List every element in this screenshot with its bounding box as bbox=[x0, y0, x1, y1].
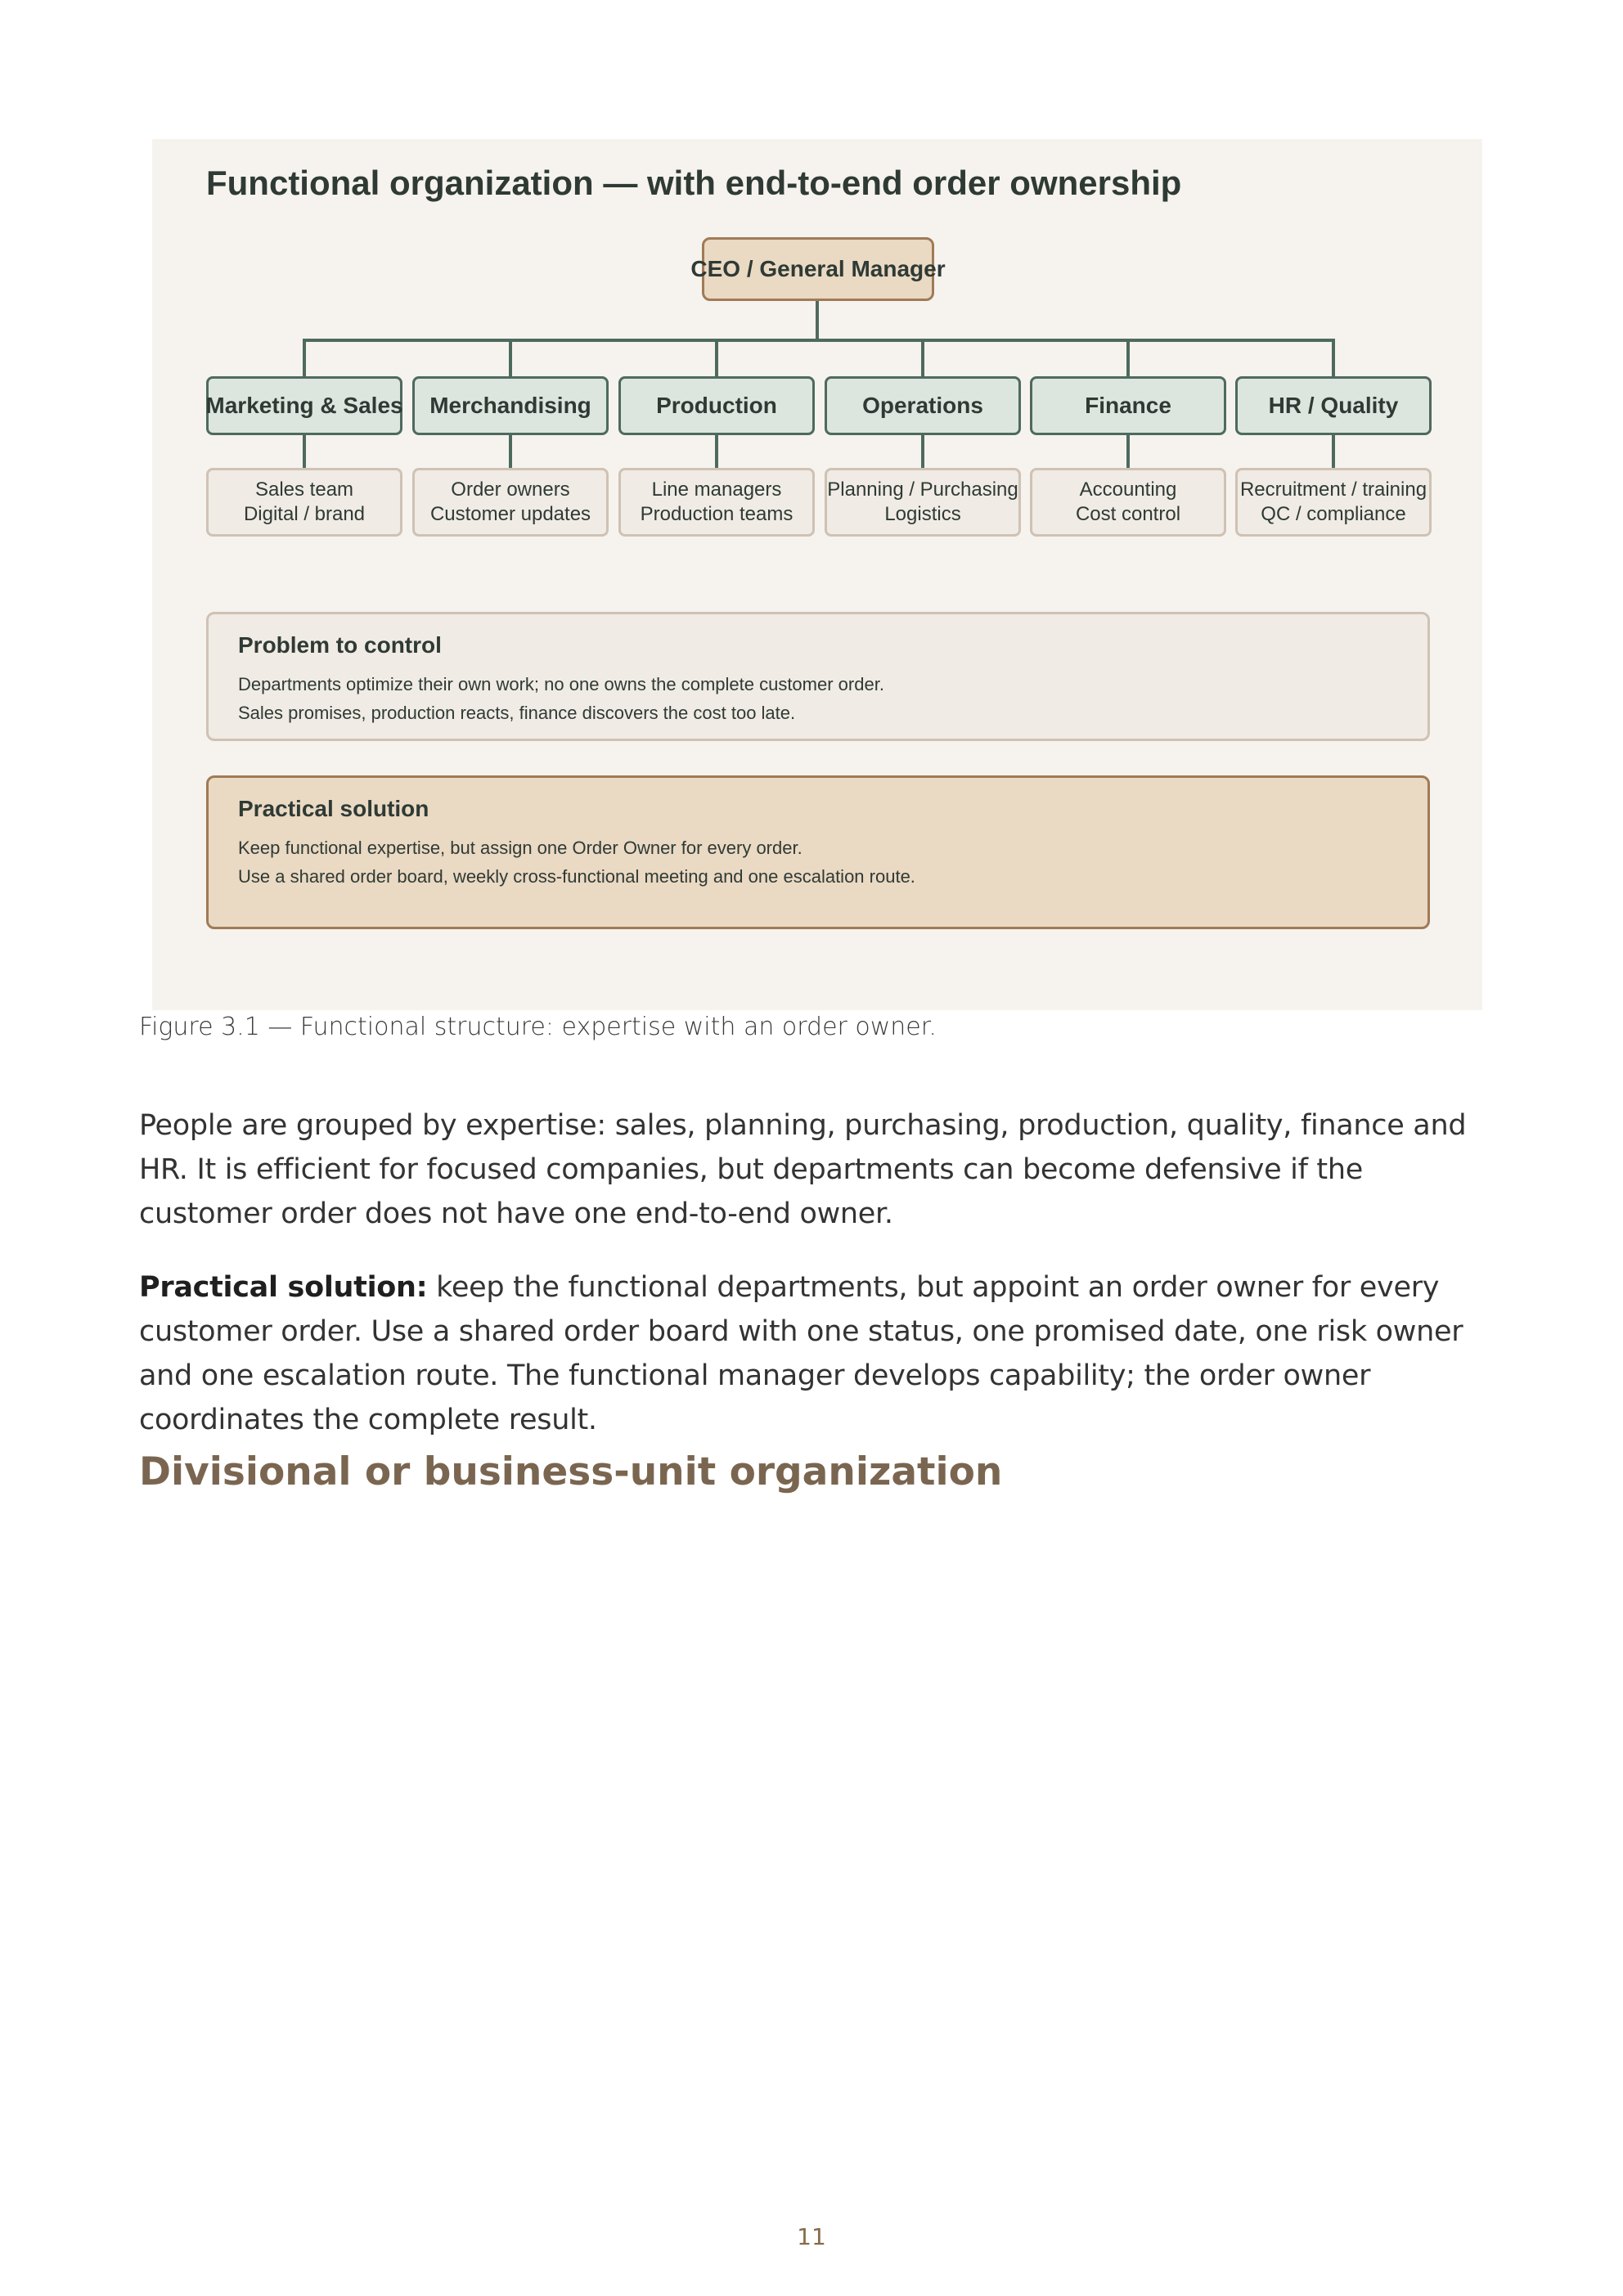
ceo-box bbox=[690, 237, 946, 301]
sub-box-operations bbox=[825, 468, 1021, 537]
sub-connector bbox=[303, 435, 306, 468]
ceo-label: CEO / General Manager bbox=[690, 256, 946, 281]
dept-connector bbox=[509, 339, 512, 376]
sub-line: Customer updates bbox=[429, 503, 591, 525]
sub-line: Planning / Purchasing bbox=[827, 479, 1018, 501]
sub-line: Logistics bbox=[884, 503, 961, 525]
figure-caption: Figure 3.1 — Functional structure: expertise with an order owner. bbox=[139, 1013, 937, 1041]
ceo-connector bbox=[816, 301, 819, 340]
sub-connector bbox=[921, 435, 924, 468]
dept-label: Marketing & Sales bbox=[205, 393, 403, 418]
dept-connector bbox=[921, 339, 924, 376]
dept-box-finance bbox=[1030, 376, 1226, 435]
dept-label: Operations bbox=[862, 393, 983, 418]
problem-line: Departments optimize their own work; no one owns the complete customer order. bbox=[238, 674, 884, 694]
sub-connector bbox=[509, 435, 512, 468]
solution-line: Use a shared order board, weekly cross-functional meeting and one escalation route. bbox=[238, 866, 915, 887]
sub-line: Digital / brand bbox=[243, 503, 366, 525]
sub-box-production bbox=[618, 468, 815, 537]
sub-box-marketing-sales bbox=[206, 468, 402, 537]
sub-line: QC / compliance bbox=[1261, 503, 1406, 525]
dept-connector bbox=[303, 339, 306, 376]
sub-connector bbox=[1126, 435, 1130, 468]
bold-lead: Practical solution: bbox=[139, 1271, 428, 1304]
dept-connector bbox=[1126, 339, 1130, 376]
body-paragraph-solution bbox=[139, 1265, 1497, 1442]
sub-box-finance bbox=[1030, 468, 1226, 537]
body-paragraph: People are grouped by expertise: sales, planning, purchasing, production, quality, finance and HR. It is efficient for focused companies, but departments can become defensive if the customer order does not have one end-to-end owner. bbox=[139, 1109, 1467, 1230]
sub-line: Order owners bbox=[451, 479, 570, 501]
problem-line: Sales promises, production reacts, finance discovers the cost too late. bbox=[238, 703, 796, 723]
dept-label: Production bbox=[656, 393, 777, 418]
sub-line: Line managers bbox=[651, 479, 782, 501]
figure-title: Functional organization — with end-to-end order ownership bbox=[206, 164, 1182, 202]
dept-box-merchandising bbox=[412, 376, 609, 435]
paragraph-text: keep the functional departments, but appoint an order owner for every customer order. Use a shared order board with one status, one promised date, one risk owner and one escalation route. The functional manager develops capability; the order owner coordinates the complete result. bbox=[139, 1271, 1463, 1436]
sub-line: Cost control bbox=[1075, 503, 1181, 525]
dept-connector bbox=[715, 339, 718, 376]
dept-box-marketing-sales bbox=[206, 376, 402, 435]
dept-label: HR / Quality bbox=[1268, 393, 1399, 418]
problem-panel bbox=[206, 612, 1430, 741]
solution-title: Practical solution bbox=[238, 796, 429, 821]
problem-title: Problem to control bbox=[238, 632, 442, 658]
sub-box-hr-quality bbox=[1235, 468, 1432, 537]
sub-box-merchandising bbox=[412, 468, 609, 537]
solution-line: Keep functional expertise, but assign one Order Owner for every order. bbox=[238, 838, 803, 858]
section-heading: Divisional or business-unit organization bbox=[139, 1449, 1003, 1494]
org-chart-figure bbox=[152, 139, 1482, 1010]
sub-connector bbox=[1332, 435, 1335, 468]
dept-box-operations bbox=[825, 376, 1021, 435]
dept-connector bbox=[1332, 339, 1335, 376]
dept-label: Finance bbox=[1085, 393, 1171, 418]
solution-panel bbox=[206, 775, 1430, 929]
sub-line: Production teams bbox=[640, 503, 794, 525]
sub-connector bbox=[715, 435, 718, 468]
page-number: 11 bbox=[797, 2223, 826, 2250]
dept-box-production bbox=[618, 376, 815, 435]
dept-box-hr-quality bbox=[1235, 376, 1432, 435]
horizontal-connector bbox=[303, 339, 1332, 342]
dept-label: Merchandising bbox=[429, 393, 591, 418]
sub-line: Sales team bbox=[254, 479, 354, 501]
sub-line: Recruitment / training bbox=[1239, 479, 1427, 501]
sub-line: Accounting bbox=[1079, 479, 1177, 501]
